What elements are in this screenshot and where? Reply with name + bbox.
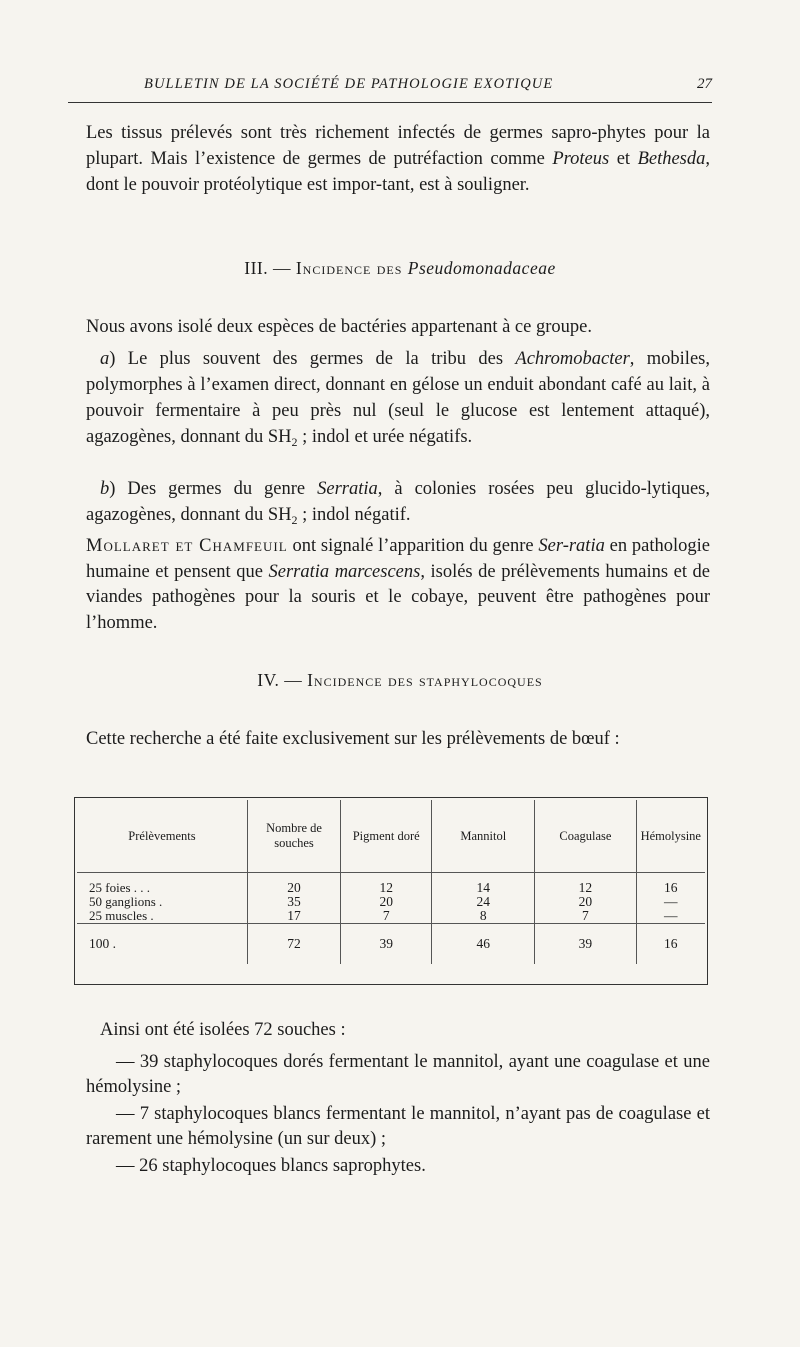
conclusion-lead xyxy=(100,1018,710,1043)
item-a-label: a xyxy=(100,349,110,369)
col-header: Coagulase xyxy=(535,800,636,873)
authors: Mollaret et Chamfeuil xyxy=(86,536,288,556)
table-cell: 20 xyxy=(247,881,340,895)
table-cell: 16 xyxy=(636,924,705,965)
mollaret-paragraph xyxy=(86,534,710,636)
table-cell: 20 xyxy=(341,895,432,909)
serratia-marcescens: Serratia marcescens xyxy=(268,561,421,582)
table-cell: 39 xyxy=(535,924,636,965)
item-a-text-3: ; indol et urée négatifs. xyxy=(297,427,473,447)
table-cell: 25 muscles . xyxy=(77,909,247,924)
section-4-lead xyxy=(86,726,710,752)
item-b-text-1: ) Des germes du genre xyxy=(109,479,318,499)
table-cell: 46 xyxy=(432,924,535,965)
section-3-item-b xyxy=(86,476,710,533)
intro-text-2: et xyxy=(609,149,638,169)
conclusion-item-1 xyxy=(86,1050,710,1100)
table-cell: 35 xyxy=(247,895,340,909)
table-cell: 100 . xyxy=(77,924,247,965)
journal-title: BULLETIN DE LA SOCIÉTÉ DE PATHOLOGIE EXOTIQUE xyxy=(144,76,554,92)
table-cell: 12 xyxy=(341,881,432,895)
col-header: Nombre de souches xyxy=(247,800,340,873)
item-b-label: b xyxy=(100,479,110,499)
col-header: Pigment doré xyxy=(341,800,432,873)
mollaret-text-1: ont signalé l’apparition du genre xyxy=(287,536,539,556)
table-cell: 25 foies . . . xyxy=(77,881,247,895)
intro-paragraph xyxy=(86,120,710,198)
section-3-lead-text: Nous avons isolé deux espèces de bactéries appartenant à ce groupe. xyxy=(86,317,592,337)
section-3-title-genus: Pseudomonadaceae xyxy=(407,258,556,278)
table-cell: 7 xyxy=(341,909,432,924)
conclusion-item-text: — 26 staphylocoques blancs saprophytes. xyxy=(116,1156,426,1176)
table-cell: 14 xyxy=(432,881,535,895)
section-3-title: Incidence des xyxy=(295,258,408,278)
item-a-subscript: 2 xyxy=(291,435,298,449)
section-4-heading xyxy=(0,670,800,691)
table-cell: 8 xyxy=(432,909,535,924)
running-header xyxy=(68,74,712,103)
serratia-genus: Serratia xyxy=(317,479,378,499)
intro-text-3: , dont le pouvoir protéolytique est impor-tant, est à souligner. xyxy=(86,149,710,195)
conclusion-lead-text: Ainsi ont été isolées 72 souches : xyxy=(100,1020,346,1040)
intro-text-1: Les tissus prélevés sont très richement infectés de germes sapro-phytes pour la plupart. Mais l’existence de germes de putréfaction comme xyxy=(86,123,710,169)
conclusion-item-3 xyxy=(86,1154,710,1179)
page-number: 27 xyxy=(697,76,712,92)
col-header: Prélèvements xyxy=(77,800,247,873)
section-3-lead xyxy=(86,314,710,340)
serratia-genus-2: Ser-ratia xyxy=(538,536,605,556)
conclusion-item-text: — 7 staphylocoques blancs fermentant le mannitol, n’ayant pas de coagulase et rarement une hémolysine (un sur deux) ; xyxy=(86,1104,710,1149)
staphylococci-table xyxy=(74,797,708,985)
item-b-subscript: 2 xyxy=(291,513,298,527)
table-cell: 72 xyxy=(247,924,340,965)
section-3-heading xyxy=(0,258,800,279)
table-row xyxy=(77,881,705,895)
table-cell: — xyxy=(664,908,678,923)
table-cell: 12 xyxy=(535,881,636,895)
item-b-text-3: ; indol négatif. xyxy=(297,505,411,525)
table-cell: 17 xyxy=(247,909,340,924)
conclusion-item-2 xyxy=(86,1102,710,1152)
mollaret-text-2: en pathologie humaine et pensent que xyxy=(86,536,711,582)
item-b-text-2: , à colonies rosées peu glucido-lytiques, agazogènes, donnant du SH xyxy=(86,479,710,525)
conclusion-item-text: — 39 staphylocoques dorés fermentant le mannitol, ayant une coagulase et une hémolysine ; xyxy=(86,1052,710,1097)
table-cell: — xyxy=(664,894,678,909)
achromobacter-genus: Achromobacter xyxy=(515,349,630,369)
table-row xyxy=(77,895,705,909)
table-row xyxy=(77,909,705,924)
item-a-text-1: ) Le plus souvent des germes de la tribu des xyxy=(109,349,516,369)
table-cell: 24 xyxy=(432,895,535,909)
table-cell: 7 xyxy=(535,909,636,924)
section-3-item-a xyxy=(86,346,710,455)
bethesda-genus: Bethesda xyxy=(637,149,706,169)
table-cell: 50 ganglions . xyxy=(77,895,247,909)
col-header: Hémolysine xyxy=(636,800,705,873)
section-4-number: IV. — xyxy=(257,670,308,690)
mollaret-text-3: , isolés de prélèvements humains et de viandes pathogènes pour la souris et le cobaye, peuvent être pathogènes pour l’homme. xyxy=(86,561,710,633)
table-total-row xyxy=(77,924,705,965)
table-cell: 39 xyxy=(341,924,432,965)
section-3-number: III. — xyxy=(244,258,296,278)
item-a-text-2: , mobiles, polymorphes à l’examen direct, donnant en gélose un enduit abondant café au lait, à pouvoir fermentaire à peu près nul (seul le glucose est lentement attaqué), agazogènes, donnant du SH xyxy=(86,349,710,447)
table-cell: 20 xyxy=(535,895,636,909)
proteus-genus: Proteus xyxy=(552,149,610,169)
col-header: Mannitol xyxy=(432,800,535,873)
section-4-lead-text: Cette recherche a été faite exclusivement sur les prélèvements de bœuf : xyxy=(86,729,620,749)
table-header-row xyxy=(77,800,705,873)
section-4-title: Incidence des staphylocoques xyxy=(307,670,543,690)
table-cell: 16 xyxy=(664,880,678,895)
